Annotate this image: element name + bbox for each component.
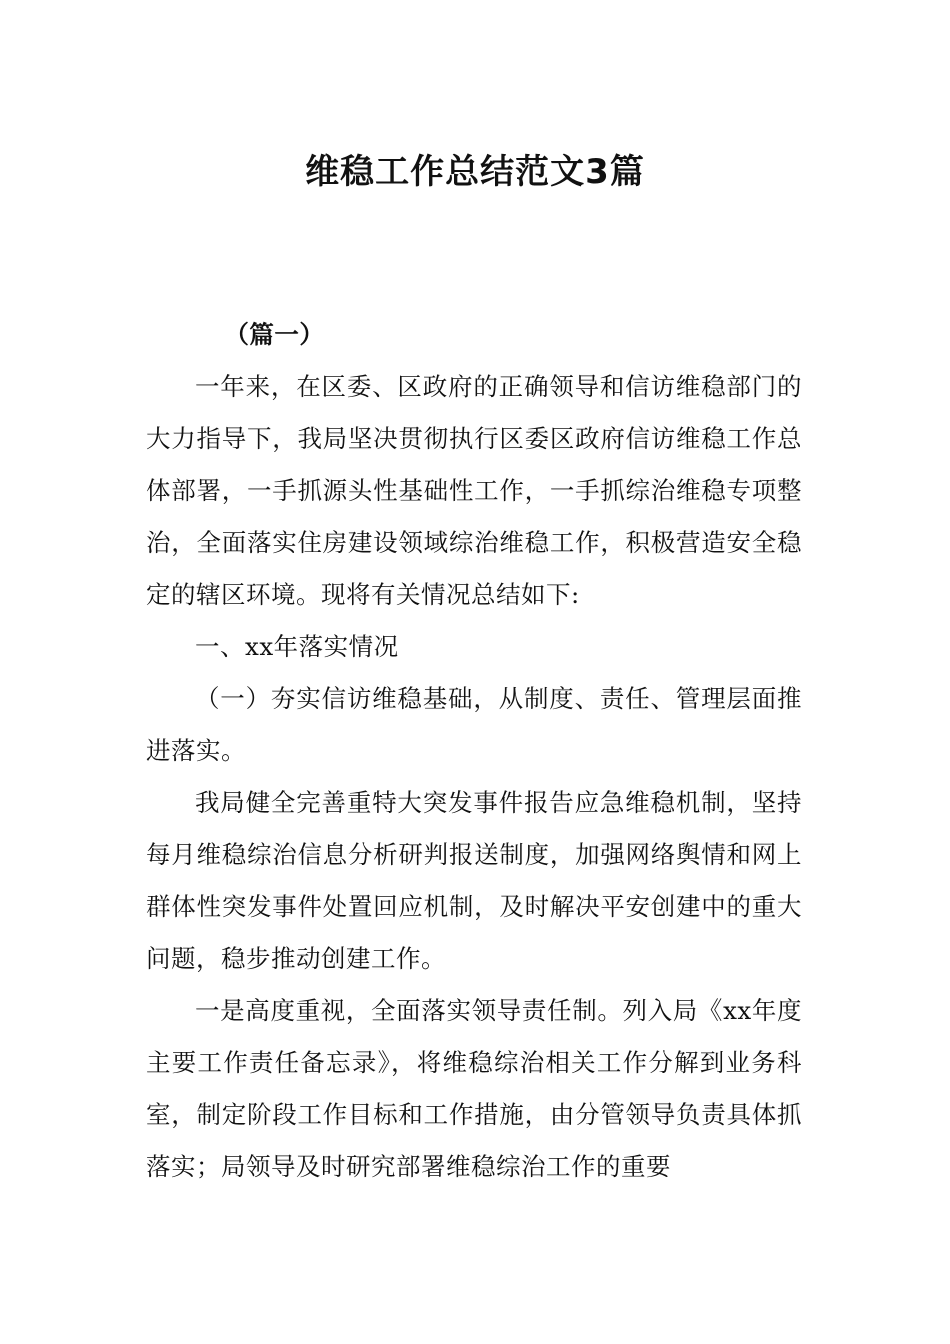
document-title: 维稳工作总结范文3篇 xyxy=(305,152,645,192)
subheading-foundation: （一）夯实信访维稳基础，从制度、责任、管理层面推进落实。 xyxy=(146,684,802,765)
section-label: （篇一） xyxy=(224,320,325,349)
paragraph-intro: 一年来，在区委、区政府的正确领导和信访维稳部门的大力指导下，我局坚决贯彻执行区委区政府信访维稳工作总体部署，一手抓源头性基础性工作，一手抓综治维稳专项整治，全面落实住房建设领域综治维稳工作，积极营造安全稳定的辖区环境。现将有关情况总结如下: xyxy=(146,372,802,609)
paragraph-mechanism: 我局健全完善重特大突发事件报告应急维稳机制，坚持每月维稳综治信息分析研判报送制度，加强网络舆情和网上群体性突发事件处置回应机制，及时解决平安创建中的重大问题，稳步推动创建工作。 xyxy=(146,788,802,973)
paragraph-responsibility: 一是高度重视，全面落实领导责任制。列入局《xx年度主要工作责任备忘录》，将维稳综治相关工作分解到业务科室，制定阶段工作目标和工作措施，由分管领导负责具体抓落实；局领导及时研究部署维稳综治工作的重要 xyxy=(146,996,802,1181)
heading-implementation: 一、xx年落实情况 xyxy=(195,632,399,661)
document-body xyxy=(146,309,802,1193)
